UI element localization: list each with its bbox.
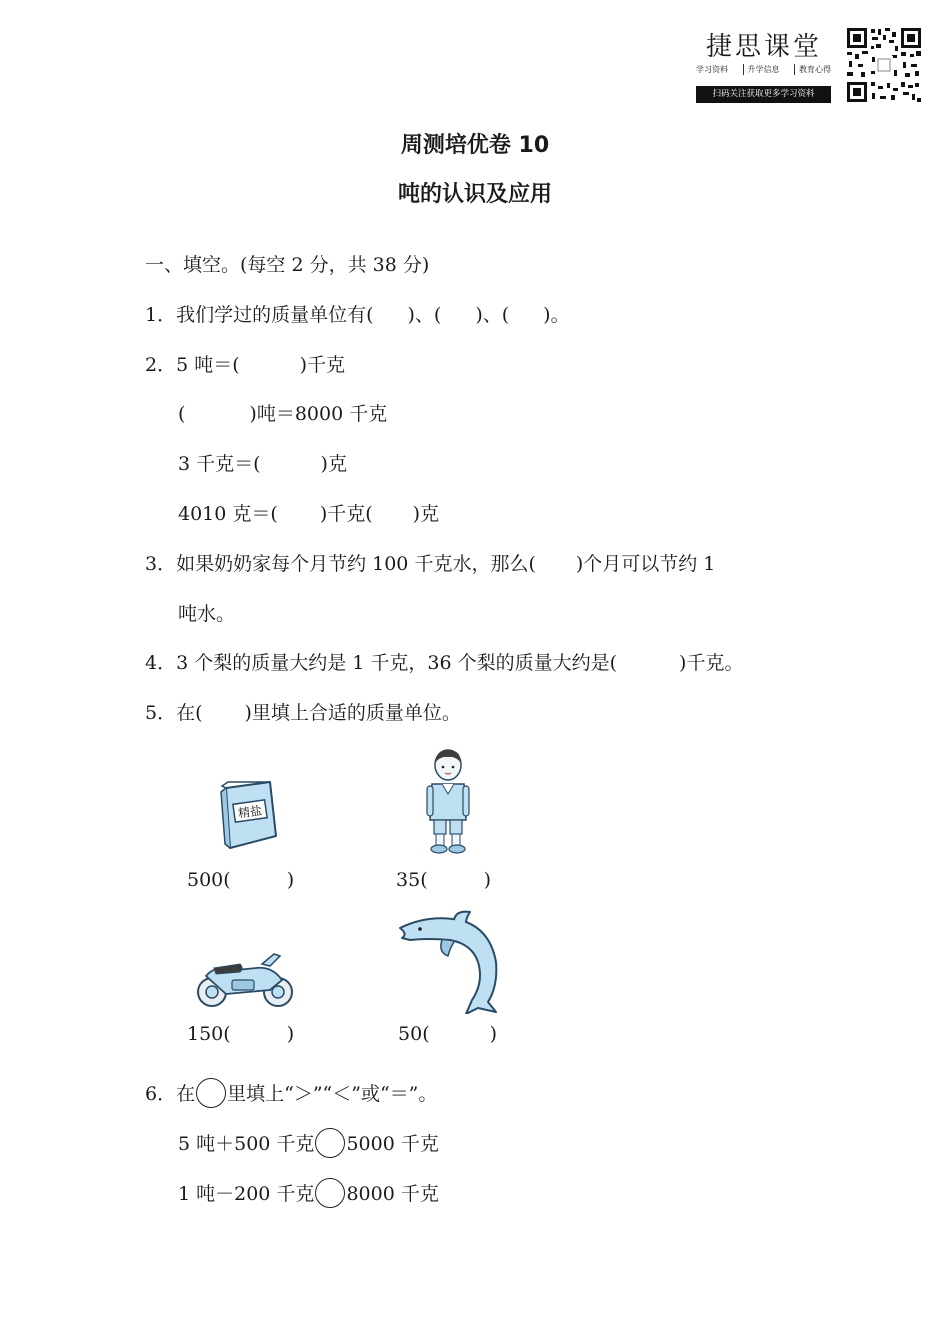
question-2 [145,352,345,378]
question-6-line-2 [178,1178,439,1208]
question-3-line-2: 吨水。 [178,603,236,625]
page-subtitle: 吨的认识及应用 [397,182,552,207]
brand-tags [696,64,831,75]
brand-bar: 扫码关注获取更多学习资料 [696,86,831,103]
question-text: 在 [176,1083,196,1105]
mass-label-boy: 35( ) [396,869,492,891]
question-2-line-3 [178,451,347,477]
question-text: )克 [412,503,440,525]
brand-logo [696,26,831,106]
answer-circle[interactable] [315,1128,345,1158]
answer-circle[interactable] [196,1078,226,1108]
question-text: )千克 [299,354,346,376]
question-number: 6． [145,1083,177,1105]
question-text: 我们学过的质量单位有( [176,304,374,326]
question-text: 5000 千克 [346,1133,439,1155]
question-number: 1． [145,304,177,326]
mass-label-motorcycle: 150( ) [187,1023,295,1045]
salt-bag-icon [214,778,280,852]
question-text: 3 千克＝( [178,453,261,475]
question-3 [145,551,715,577]
brand-tag: 升学信息 [743,64,780,75]
question-text: )千克。 [679,652,744,674]
mass-label-dolphin: 50( ) [398,1023,498,1045]
brand-tag: 学习资料 [696,65,728,74]
question-6-line-1 [178,1128,439,1158]
question-number: 5． [145,702,177,724]
qr-code-icon [845,26,923,104]
question-text: 在( [176,702,203,724]
question-text: )千克( [319,503,373,525]
brand-name: 捷思课堂 [706,32,823,62]
question-2-line-4 [178,501,439,527]
question-text: )、( [475,304,510,326]
question-text: )。 [543,304,570,326]
boy-icon [420,748,476,858]
question-number: 4． [145,652,177,674]
page-title: 周测培优卷 10 [400,133,550,158]
question-text: 5 吨＋500 千克 [178,1133,315,1155]
question-2-line-2 [178,401,387,427]
question-4 [145,650,743,676]
question-text: )里填上合适的质量单位。 [244,702,461,724]
brand-tag: 教育心得 [794,64,831,75]
question-text: ( [178,403,186,425]
dolphin-icon [398,910,500,1014]
question-text: 如果奶奶家每个月节约 100 千克水，那么( [176,553,536,575]
question-6 [145,1078,437,1108]
answer-circle[interactable] [315,1178,345,1208]
question-1 [145,302,570,328]
question-number: 3． [145,553,177,575]
question-text: 4010 克＝( [178,503,278,525]
question-text: 1 吨－200 千克 [178,1183,315,1205]
question-text: )、( [407,304,442,326]
section-heading: 一、填空。(每空 2 分，共 38 分) [145,254,430,276]
salt-bag-label: 精盐 [237,803,264,821]
question-5 [145,700,461,726]
question-text: )个月可以节约 1 [575,553,716,575]
question-number: 2． [145,354,177,376]
mass-label-salt: 500( ) [187,869,295,891]
question-text: 8000 千克 [346,1183,439,1205]
question-text: )吨＝8000 千克 [249,403,388,425]
question-text: 5 吨＝( [176,354,240,376]
question-text: )克 [320,453,347,475]
question-text: 里填上“＞”“＜”或“＝”。 [227,1083,438,1105]
question-text: 3 个梨的质量大约是 1 千克，36 个梨的质量大约是( [176,652,618,674]
motorcycle-icon [196,950,296,1010]
